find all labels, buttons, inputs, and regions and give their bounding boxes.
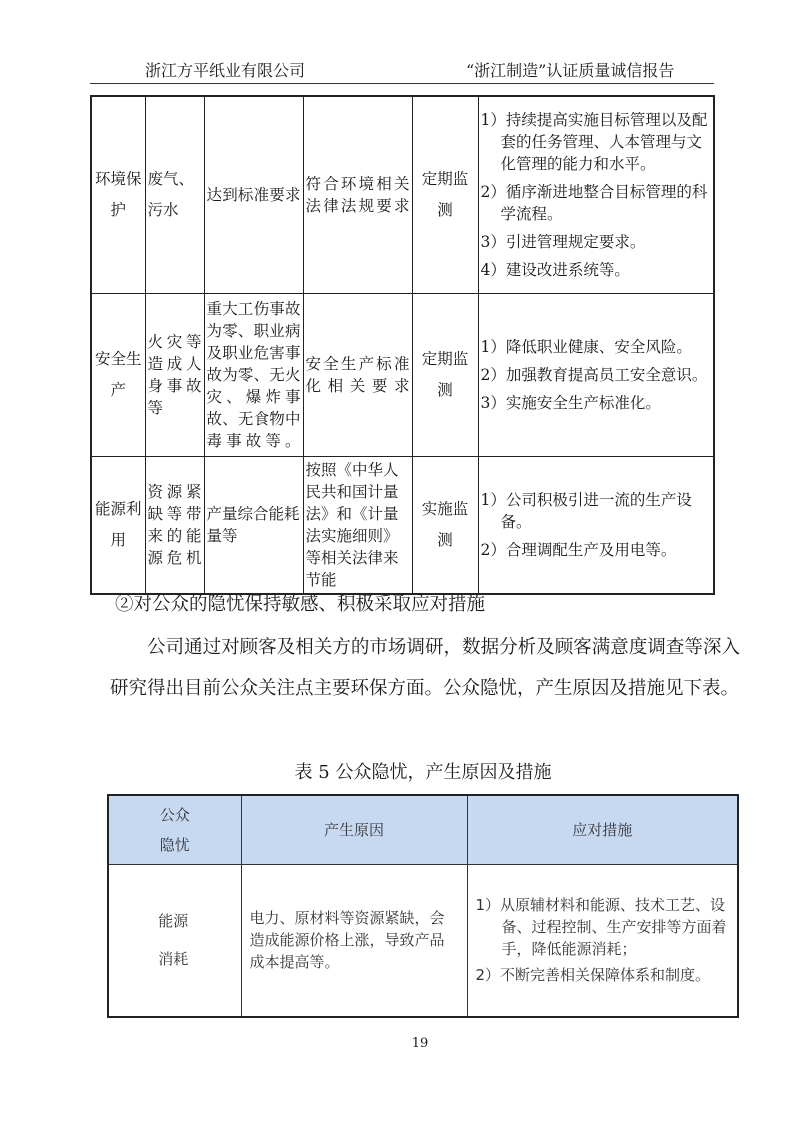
risk-cell: 资源紧缺等带来的能源危机 (145, 456, 204, 594)
measure-item: 2）加强教育提高员工安全意识。 (480, 365, 708, 384)
risk-cell: 火灾等造成人身事故等 (145, 293, 204, 456)
measure-item: 1）降低职业健康、安全风险。 (480, 337, 692, 356)
table-row (91, 456, 714, 594)
measure-item: 4）建设改进系统等。 (480, 260, 630, 279)
measure-item: 3）实施安全生产标准化。 (480, 393, 661, 412)
header-divider (90, 83, 714, 84)
target-cell: 重大工伤事故为零、职业病及职业危害事故为零、无火灾、爆炸事故、无食物中毒事故等。 (204, 293, 303, 456)
method-cell: 实施监测 (412, 456, 478, 594)
header-measures: 应对措施 (467, 795, 738, 865)
risk-table (90, 95, 715, 595)
body-paragraph: 公司通过对顾客及相关方的市场调研，数据分析及顾客满意度调查等深入研究得出目前公众关注点主要环保方面。公众隐忧，产生原因及措施见下表。 (110, 637, 740, 699)
measure-item: 2）合理调配生产及用电等。 (480, 540, 677, 559)
method-cell: 定期监测 (412, 293, 478, 456)
measures-cell (467, 865, 738, 1017)
header-cause: 产生原因 (241, 795, 467, 865)
table-header-row (108, 795, 738, 865)
measure-item: 1）公司积极引进一流的生产设备。 (480, 490, 692, 531)
page-number: 19 (411, 1036, 429, 1051)
basis-cell: 安全生产标准化相关要求 (303, 293, 412, 456)
measures-cell (478, 456, 714, 594)
risk-cell: 废气、污水 (145, 96, 204, 293)
table-row (108, 865, 738, 1017)
target-cell: 达到标准要求 (204, 96, 303, 293)
measure-item: 1）持续提高实施目标管理以及配套的任务管理、人本管理与文化管理的能力和水平。 (480, 110, 708, 173)
measures-cell (478, 293, 714, 456)
concern-cell: 能源消耗 (108, 865, 241, 1017)
measures-cell (478, 96, 714, 293)
area-cell: 环境保护 (91, 96, 145, 293)
header-report-title: “浙江制造”认证质量诚信报告 (466, 61, 675, 80)
measure-item: 2）循序渐进地整合目标管理的科学流程。 (480, 182, 708, 223)
measure-item: 2）不断完善相关保障体系和制度。 (475, 966, 711, 985)
public-concern-table (107, 794, 739, 1018)
basis-cell: 按照《中华人民共和国计量法》和《计量法实施细则》等相关法律来节能 (303, 456, 412, 594)
table-row (91, 96, 714, 293)
target-cell: 产量综合能耗量等 (204, 456, 303, 594)
header-company: 浙江方平纸业有限公司 (145, 61, 306, 80)
measure-item: 1）从原辅材料和能源、技术工艺、设备、过程控制、生产安排等方面着手，降低能源消耗； (475, 896, 727, 959)
measure-item: 3）引进管理规定要求。 (480, 232, 646, 251)
table-caption: 表 5 公众隐忧，产生原因及措施 (294, 762, 552, 783)
method-cell: 定期监测 (412, 96, 478, 293)
area-cell: 安全生产 (91, 293, 145, 456)
section-heading: ②对公众的隐忧保持敏感、积极采取应对措施 (115, 594, 486, 615)
cause-cell: 电力、原材料等资源紧缺，会造成能源价格上涨，导致产品成本提高等。 (241, 865, 467, 1017)
basis-cell: 符合环境相关法律法规要求 (303, 96, 412, 293)
header-concern: 公众隐忧 (108, 795, 241, 865)
area-cell: 能源利用 (91, 456, 145, 594)
table-row (91, 293, 714, 456)
